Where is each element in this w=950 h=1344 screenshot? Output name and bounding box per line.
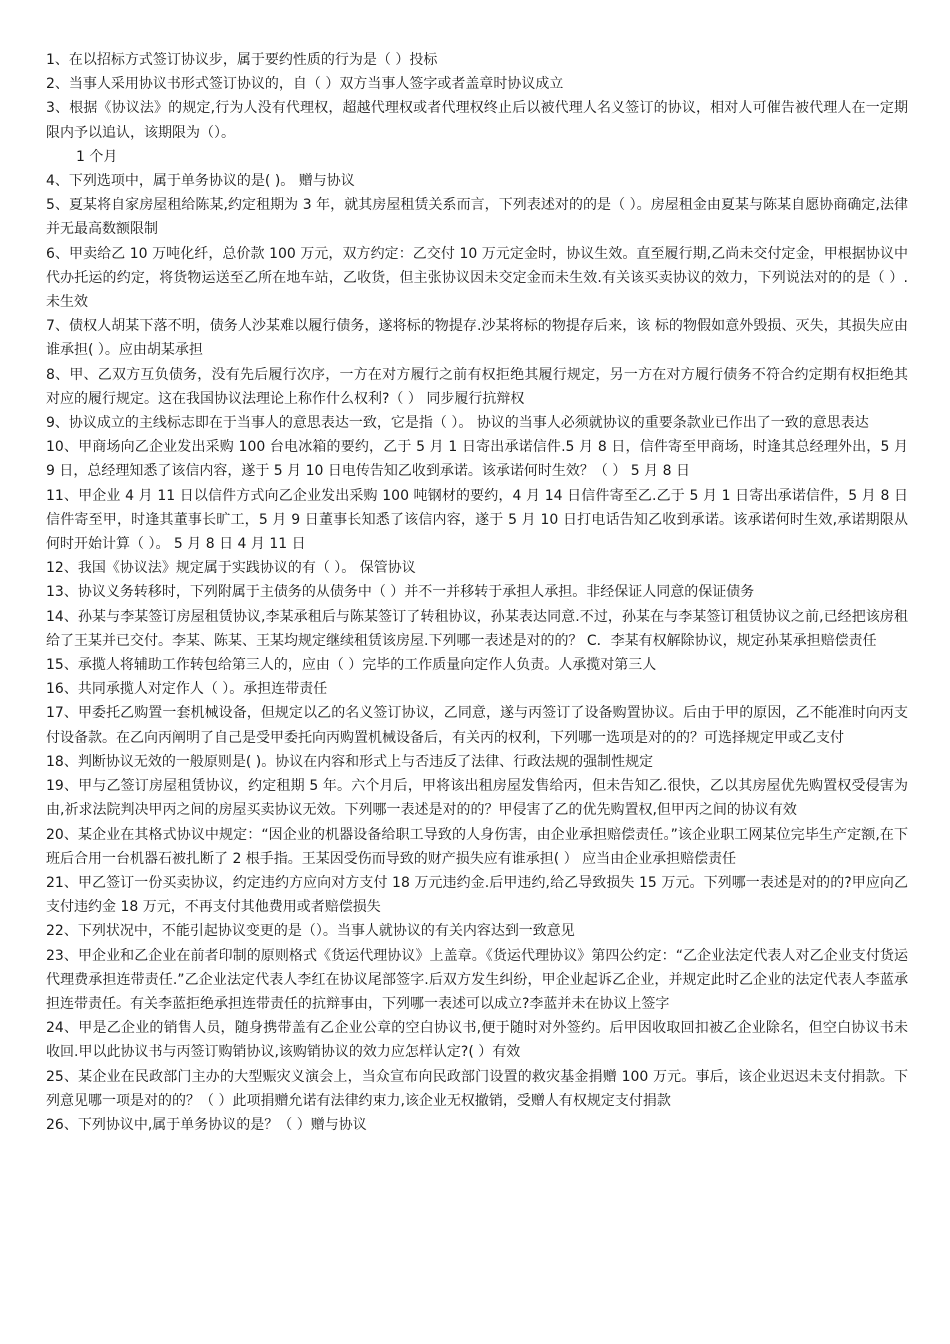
question-item: 9、协议成立的主线标志即在于当事人的意思表达一致，它是指（ ）。 协议的当事人必须就协议的重要条款业已作出了一致的意思表达: [46, 415, 869, 432]
question-item: 19、甲与乙签订房屋租赁协议，约定租期 5 年。六个月后，甲将该出租房屋发售给丙，但未告知乙.很快，乙以其房屋优先购置权受侵害为由,祈求法院判决甲丙之间的房屋买卖协议无效。下列哪一表述是对的的？甲侵害了乙的优先购置权,但甲丙之间的协议有效: [46, 778, 908, 819]
question-item: 17、甲委托乙购置一套机械设备，但规定以乙的名义签订协议，乙同意，遂与丙签订了设备购置协议。后由于甲的原因，乙不能准时向丙支付设备款。在乙向丙阐明了自己是受甲委托向丙购置机械设备后，有关丙的权利，下列哪一选项是对的的？可选择规定甲或乙支付: [46, 705, 908, 746]
question-item: 22、下列状况中，不能引起协议变更的是（）。当事人就协议的有关内容达到一致意见: [46, 923, 575, 940]
question-item: 25、某企业在民政部门主办的大型赈灾义演会上，当众宣布向民政部门设置的救灾基金捐赠 100 万元。事后，该企业迟迟未支付捐款。下列意见哪一项是对的的？（ ）此项捐赠允诺有法律约束力,该企业无权撤销，受赠人有权规定支付捐款: [46, 1068, 908, 1109]
question-item: 4、下列选项中，属于单务协议的是( )。 赠与协议: [46, 173, 355, 190]
question-item: 20、某企业在其格式协议中规定：“因企业的机器设备给职工导致的人身伤害，由企业承担赔偿责任。”该企业职工网某位完毕生产定额,在下班后合用一台机器石被扎断了 2 根手指。王某因受伤而导致的财产损失应有谁承担( ） 应当由企业承担赔偿责任: [46, 826, 908, 867]
question-item: 3、根据《协议法》的规定,行为人没有代理权，超越代理权或者代理权终止后以被代理人名义签订的协议，相对人可催告被代理人在一定期限内予以追认，该期限为（）。: [46, 100, 908, 141]
question-item: 10、甲商场向乙企业发出采购 100 台电冰箱的要约，乙于 5 月 1 日寄出承诺信件.5 月 8 日，信件寄至甲商场，时逢其总经理外出，5 月 9 日，总经理知悉了该信内容，遂于 5 月 10 日电传告知乙收到承诺。该承诺何时生效？（ ） 5 月 8 日: [46, 439, 908, 480]
question-item: 13、协议义务转移时，下列附属于主债务的从债务中（ ）并不一并移转于承担人承担。非经保证人同意的保证债务: [46, 584, 755, 601]
question-item: 5、夏某将自家房屋租给陈某,约定租期为 3 年，就其房屋租赁关系而言，下列表述对的的是（ ）。房屋租金由夏某与陈某自愿协商确定,法律并无最高数额限制: [46, 197, 908, 238]
question-item: 24、甲是乙企业的销售人员，随身携带盖有乙企业公章的空白协议书,便于随时对外签约。后甲因收取回扣被乙企业除名，但空白协议书未收回.甲以此协议书与丙签订购销协议,该购销协议的效力应怎样认定?( ）有效: [46, 1020, 908, 1061]
question-item: 7、债权人胡某下落不明，债务人沙某难以履行债务，遂将标的物提存.沙某将标的物提存后来，该 标的物假如意外毁损、灭失，其损失应由谁承担( ）。应由胡某承担: [46, 318, 908, 359]
question-item: 16、共同承揽人对定作人（ ）。承担连带责任: [46, 681, 328, 698]
question-item: 2、当事人采用协议书形式签订协议的，自（ ）双方当事人签字或者盖章时协议成立: [46, 76, 564, 93]
question-item: 26、下列协议中,属于单务协议的是？（ ）赠与协议: [46, 1116, 367, 1133]
question-item: 11、甲企业 4 月 11 日以信件方式向乙企业发出采购 100 吨钢材的要约，4 月 14 日信件寄至乙.乙于 5 月 1 日寄出承诺信件，5 月 8 日信件寄至甲，时逢其董事长旷工，5 月 9 日董事长知悉了该信内容，遂于 5 月 10 日打电话告知乙收到承诺。该承诺何时生效,承诺期限从何时开始计算（ ）。 5 月 8 日 4 月 11 日: [46, 487, 908, 553]
question-item: 1、在以招标方式签订协议步，属于要约性质的行为是（ ）投标: [46, 52, 438, 68]
question-item: 6、甲卖给乙 10 万吨化纤，总价款 100 万元，双方约定：乙交付 10 万元定金时，协议生效。直至履行期,乙尚未交付定金，甲根据协议中代办托运的约定，将货物运送至乙所在地车站，乙收货，但主张协议因未交定金而未生效.有关该买卖协议的效力，下列说法对的的是（ ）. 未生效: [46, 245, 908, 311]
document-body: [46, 48, 908, 1137]
question-item: 23、甲企业和乙企业在前者印制的原则格式《货运代理协议》上盖章。《货运代理协议》第四公约定：“乙企业法定代表人对乙企业支付货运代理费承担连带责任.”乙企业法定代表人李红在协议尾部签字.后双方发生纠纷，甲企业起诉乙企业，并规定此时乙企业的法定代表人李蓝承担连带责任。有关李蓝拒绝承担连带责任的抗辩事由，下列哪一表述可以成立?李蓝并未在协议上签字: [46, 947, 908, 1012]
answer-line: 1 个月: [76, 148, 118, 165]
question-item: 12、我国《协议法》规定属于实践协议的有（ ）。 保管协议: [46, 560, 416, 577]
question-item: 18、判断协议无效的一般原则是( )。协议在内容和形式上与否违反了法律、行政法规的强制性规定: [46, 753, 654, 770]
question-item: 15、承揽人将辅助工作转包给第三人的，应由（ ）完毕的工作质量向定作人负责。人承揽对第三人: [46, 657, 657, 674]
question-item: 8、甲、乙双方互负债务，没有先后履行次序，一方在对方履行之前有权拒绝其履行规定，另一方在对方履行债务不符合约定期有权拒绝其对应的履行规定。这在我国协议法理论上称作什么权利?（ ） 同步履行抗辩权: [46, 366, 908, 407]
question-item: 14、孙某与李某签订房屋租赁协议,李某承租后与陈某签订了转租协议，孙某表达同意.不过，孙某在与李某签订租赁协议之前,已经把该房租给了王某并已交付。李某、陈某、王某均规定继续租赁该房屋.下列哪一表述是对的的？ C．李某有权解除协议，规定孙某承担赔偿责任: [46, 608, 908, 649]
question-item: 21、甲乙签订一份买卖协议，约定违约方应向对方支付 18 万元违约金.后甲违约,给乙导致损失 15 万元。下列哪一表述是对的的?甲应向乙支付违约金 18 万元，不再支付其他费用或者赔偿损失: [46, 874, 908, 916]
